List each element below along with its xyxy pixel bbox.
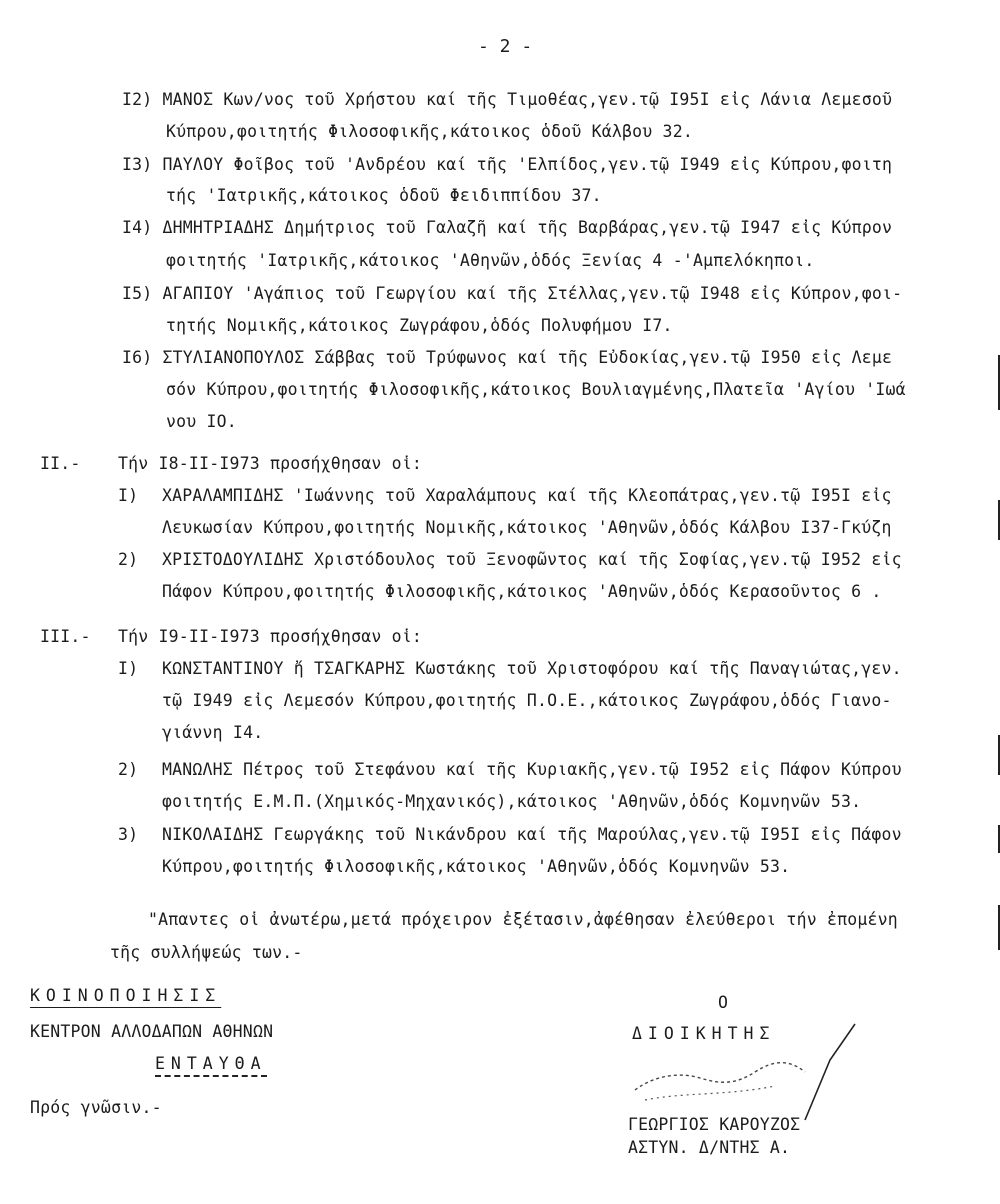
entry-line: γιάννη I4.: [162, 723, 264, 742]
entry-line: ΧΡΙΣΤΟΔΟΥΛΙΔΗΣ Χριστόδουλος τοῦ Ξενοφῶντος καί τῆς Σοφίας,γεν.τῷ I952 εἰς: [162, 550, 902, 569]
signature-article: Ο: [718, 993, 729, 1012]
entry-line: τητής Νομικῆς,κάτοικος Ζωγράφου,ὁδός Πολυφήμου I7.: [166, 316, 673, 335]
entry-line: ΜΑΝΩΛΗΣ Πέτρος τοῦ Στεφάνου καί τῆς Κυριακῆς,γεν.τῷ I952 εἰς Πάφον Κύπρου: [162, 760, 902, 779]
entry-line: I5) ΑΓΑΠΙΟΥ 'Αγάπιος τοῦ Γεωργίου καί τῆς Στέλλας,γεν.τῷ I948 εἰς Κύπρον,φοι-: [122, 284, 903, 303]
distribution-heading: ΚΟΙΝΟΠΟΙΗΣΙΣ: [30, 986, 222, 1005]
page-number: - 2 -: [478, 36, 533, 57]
section-number: II.-: [40, 454, 81, 473]
distribution-location: ΕΝΤΑΥΘΑ: [155, 1054, 267, 1077]
distribution-recipient: ΚΕΝΤΡΟΝ ΑΛΛΟΔΑΠΩΝ ΑΘΗΝΩΝ: [30, 1022, 274, 1041]
entry-line: I4) ΔΗΜΗΤΡΙΑΔΗΣ Δημήτριος τοῦ Γαλαζῆ καί τῆς Βαρβάρας,γεν.τῷ I947 εἰς Κύπρον: [122, 218, 893, 237]
entry-line: νου IO.: [166, 412, 237, 431]
item-number: I): [118, 659, 139, 678]
entry-line: I2) ΜΑΝΟΣ Κων/νος τοῦ Χρήστου καί τῆς Τιμοθέας,γεν.τῷ I95I εἰς Λάνια Λεμεσοῦ: [122, 90, 893, 109]
entry-line: τῷ I949 εἰς Λεμεσόν Κύπρου,φοιτητής Π.Ο.Ε.,κάτοικος Ζωγράφου,ὁδός Γιανο-: [162, 691, 892, 710]
distribution-note: Πρός γνῶσιν.-: [30, 1098, 162, 1117]
entry-line: I3) ΠΑΥΛΟΥ Φοῖβος τοῦ 'Ανδρέου καί τῆς 'Ελπίδος,γεν.τῷ I949 εἰς Κύπρου,φοιτη: [122, 155, 893, 174]
entry-line: φοιτητής 'Ιατρικῆς,κάτοικος 'Αθηνῶν,ὁδός Ξενίας 4 -'Αμπελόκηποι.: [166, 251, 815, 270]
handwritten-signature-icon: [625, 1020, 865, 1130]
entry-line: I6) ΣΤΥΛΙΑΝΟΠΟΥΛΟΣ Σάββας τοῦ Τρύφωνος καί τῆς Εὐδοκίας,γεν.τῷ I950 εἰς Λεμε: [122, 348, 893, 367]
signatory-name: ΓΕΩΡΓΙΟΣ ΚΑΡΟΥΖΟΣ: [628, 1115, 801, 1134]
section-number: III.-: [40, 627, 91, 646]
entry-line: σόν Κύπρου,φοιτητής Φιλοσοφικῆς,κάτοικος Βουλιαγμένης,Πλατεῖα 'Αγίου 'Ιωά: [166, 380, 906, 399]
entry-line: Κύπρου,φοιτητής Φιλοσοφικῆς,κάτοικος ὁδοῦ Κάλβου 32.: [166, 122, 693, 141]
section-intro: Τήν I9-II-I973 προσήχθησαν οἱ:: [118, 627, 423, 646]
signatory-rank: ΑΣΤΥΝ. Δ/ΝΤΗΣ Α.: [628, 1138, 791, 1157]
entry-line: Λευκωσίαν Κύπρου,φοιτητής Νομικῆς,κάτοικος 'Αθηνῶν,ὁδός Κάλβου I37-Γκύζη: [162, 518, 892, 537]
entry-line: Πάφον Κύπρου,φοιτητής Φιλοσοφικῆς,κάτοικος 'Αθηνῶν,ὁδός Κερασοῦντος 6 .: [162, 582, 882, 601]
item-number: 2): [118, 760, 139, 779]
closing-line: "Απαντες οἱ ἀνωτέρω,μετά πρόχειρον ἐξέτασιν,ἀφέθησαν ἐλεύθεροι τήν ἐπομένη: [148, 910, 898, 929]
item-number: I): [118, 486, 139, 505]
entry-line: ΧΑΡΑΛΑΜΠΙΔΗΣ 'Ιωάννης τοῦ Χαραλάμπους καί τῆς Κλεοπάτρας,γεν.τῷ I95I εἰς: [162, 486, 892, 505]
signature-title: ΔΙΟΙΚΗΤΗΣ: [632, 1024, 776, 1043]
closing-line: τῆς συλλήψεώς των.-: [110, 943, 303, 962]
item-number: 3): [118, 825, 139, 844]
entry-line: τής 'Ιατρικῆς,κάτοικος ὁδοῦ Φειδιππίδου 37.: [166, 186, 602, 205]
entry-line: φοιτητής Ε.Μ.Π.(Χημικός-Μηχανικός),κάτοικος 'Αθηνῶν,ὁδός Κομνηνῶν 53.: [162, 792, 862, 811]
entry-line: Κύπρου,φοιτητής Φιλοσοφικῆς,κάτοικος 'Αθηνῶν,ὁδός Κομνηνῶν 53.: [162, 857, 791, 876]
entry-line: ΚΩΝΣΤΑΝΤΙΝΟΥ ἤ ΤΣΑΓΚΑΡΗΣ Κωστάκης τοῦ Χριστοφόρου καί τῆς Παναγιώτας,γεν.: [162, 659, 902, 678]
section-intro: Τήν I8-II-I973 προσήχθησαν οἱ:: [118, 454, 423, 473]
entry-line: ΝΙΚΟΛΑΙΔΗΣ Γεωργάκης τοῦ Νικάνδρου καί τῆς Μαρούλας,γεν.τῷ I95I εἰς Πάφον: [162, 825, 902, 844]
item-number: 2): [118, 550, 139, 569]
